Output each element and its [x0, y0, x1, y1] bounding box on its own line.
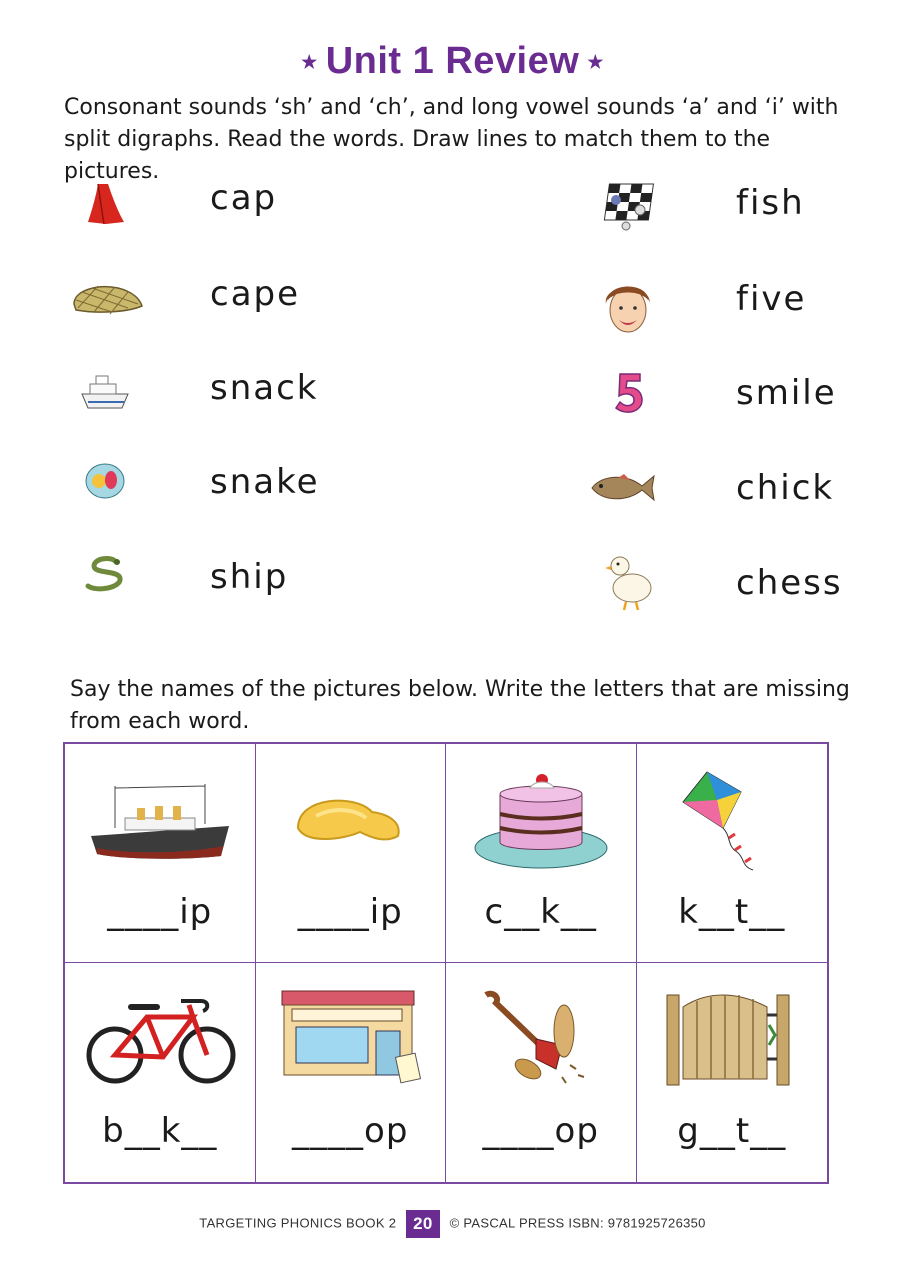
word-fish: fish: [736, 183, 805, 223]
grid-cell: [65, 963, 256, 1182]
missing-word-1: ____ip: [107, 892, 213, 932]
star-icon: ★: [301, 52, 318, 73]
missing-word-3: c__k__: [484, 892, 597, 932]
word-snack: snack: [210, 368, 319, 408]
missing-word-7: ____op: [482, 1111, 599, 1151]
smile-icon: [602, 278, 654, 336]
grid-cell: [256, 744, 447, 963]
instructions-matching: Consonant sounds ‘sh’ and ‘ch’, and long vowel sounds ‘a’ and ‘i’ with split digraphs. Read the words. Draw lines to match them to the pictures.: [64, 95, 839, 184]
word-snake: snake: [210, 462, 320, 502]
missing-letters-grid: [63, 742, 829, 1184]
grid-cell: [446, 963, 637, 1182]
chick-icon: [604, 552, 654, 612]
word-smile: smile: [736, 373, 837, 413]
missing-word-6: ____op: [292, 1111, 409, 1151]
grid-cell: [256, 963, 447, 1182]
cap-icon: [68, 282, 144, 316]
cake-icon: [466, 766, 616, 876]
word-cape: cape: [210, 274, 301, 314]
cape-icon: [84, 182, 126, 226]
missing-word-8: g__t__: [677, 1111, 787, 1151]
word-ship: ship: [210, 557, 289, 597]
page-number: 20: [406, 1210, 440, 1238]
title-text: Unit 1 Review: [325, 40, 580, 82]
ship-icon: [85, 766, 235, 876]
missing-word-4: k__t__: [678, 892, 786, 932]
instructions-missing-letters: Say the names of the pictures below. Write the letters that are missing from each word.: [70, 677, 850, 734]
word-chick: chick: [736, 468, 835, 508]
grid-cell: [637, 744, 828, 963]
footer-publisher: © PASCAL PRESS ISBN: 9781925726350: [449, 1215, 706, 1231]
missing-word-5: b__k__: [102, 1111, 218, 1151]
star-icon: ★: [587, 52, 604, 73]
footer: [0, 1210, 905, 1238]
kite-icon: [657, 766, 807, 876]
gate-icon: [657, 985, 807, 1095]
chip-icon: [276, 766, 426, 876]
shop-icon: [276, 985, 426, 1095]
snake-icon: [82, 552, 128, 592]
grid-cell: [446, 744, 637, 963]
ship-icon: [80, 372, 130, 412]
snack-icon: [84, 462, 126, 500]
grid-cell: [65, 744, 256, 963]
five-icon: [614, 372, 644, 414]
fish-icon: [588, 472, 656, 504]
bike-icon: [85, 985, 240, 1095]
grid-cell: [637, 963, 828, 1182]
word-chess: chess: [736, 563, 843, 603]
page-title: [0, 40, 905, 83]
chess-icon: [596, 180, 656, 234]
chop-icon: [466, 985, 616, 1095]
word-five: five: [736, 279, 807, 319]
footer-book-title: TARGETING PHONICS BOOK 2: [199, 1215, 397, 1231]
missing-word-2: ____ip: [297, 892, 403, 932]
word-cap: cap: [210, 178, 278, 218]
